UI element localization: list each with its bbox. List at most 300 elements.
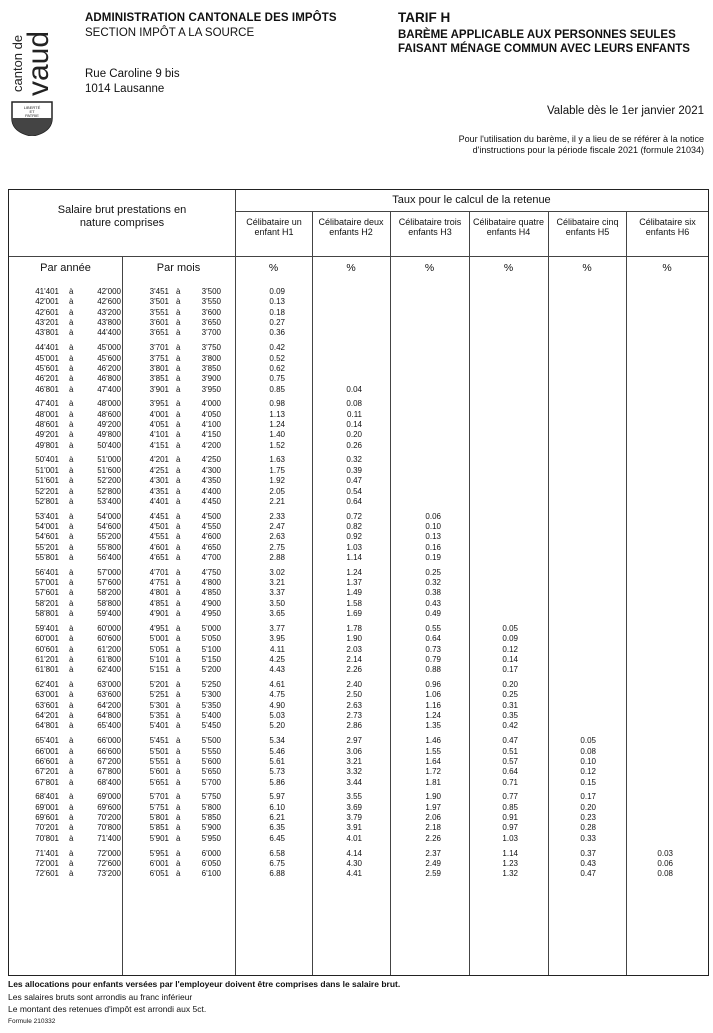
year-to-cell: 60'600	[97, 634, 121, 644]
year-from-cell: 67'201	[35, 767, 59, 777]
year-from-cell: 63'601	[35, 700, 59, 710]
range-separator: à	[69, 399, 74, 409]
year-to-cell: 66'600	[97, 746, 121, 756]
range-separator: à	[69, 455, 74, 465]
year-from-cell: 60'601	[35, 644, 59, 654]
table-row	[9, 327, 710, 338]
rate-h1-cell: 4.43	[269, 665, 285, 675]
month-to-cell: 5'150	[201, 654, 221, 664]
range-separator: à	[69, 578, 74, 588]
rate-h1-cell: 3.02	[269, 567, 285, 577]
year-from-cell: 43'801	[35, 328, 59, 338]
month-to-cell: 4'550	[201, 521, 221, 531]
year-from-cell: 46'201	[35, 374, 59, 384]
rate-h1-cell: 5.61	[269, 756, 285, 766]
rate-h5-cell: 0.12	[580, 767, 596, 777]
rate-h3-cell: 0.13	[425, 532, 441, 542]
month-to-cell: 4'400	[201, 486, 221, 496]
rate-h1-cell: 0.52	[269, 353, 285, 363]
month-to-cell: 4'850	[201, 588, 221, 598]
range-separator: à	[69, 588, 74, 598]
rate-h2-cell: 0.32	[346, 455, 362, 465]
rate-h3-cell: 0.16	[425, 542, 441, 552]
year-from-cell: 56'401	[35, 567, 59, 577]
logo-motto2: ET	[29, 109, 35, 114]
tarif-subtitle: BARÈME APPLICABLE AUX PERSONNES SEULES FAISANT MÉNAGE COMMUN AVEC LEURS ENFANTS	[398, 29, 690, 55]
month-to-cell: 6'050	[201, 858, 221, 868]
table-row	[9, 317, 710, 328]
column-header-h5: Célibataire cinq enfants H5	[556, 217, 619, 237]
range-separator: à	[69, 756, 74, 766]
rate-h4-cell: 0.77	[502, 792, 518, 802]
year-from-cell: 42'001	[35, 297, 59, 307]
rate-h1-cell: 6.75	[269, 858, 285, 868]
rate-h2-cell: 0.92	[346, 532, 362, 542]
rate-h2-cell: 1.90	[346, 634, 362, 644]
rate-h3-cell: 1.97	[425, 802, 441, 812]
year-to-cell: 46'800	[97, 374, 121, 384]
rate-h1-cell: 0.13	[269, 297, 285, 307]
year-to-cell: 43'800	[97, 318, 121, 328]
year-to-cell: 48'600	[97, 409, 121, 419]
rate-h6-cell: 0.06	[657, 858, 673, 868]
rate-h1-cell: 2.47	[269, 521, 285, 531]
rate-h1-cell: 5.46	[269, 746, 285, 756]
range-separator: à	[69, 384, 74, 394]
year-from-cell: 58'201	[35, 598, 59, 608]
year-from-cell: 62'401	[35, 680, 59, 690]
rate-h3-cell: 0.64	[425, 634, 441, 644]
month-from-cell: 3'751	[149, 353, 169, 363]
range-separator: à	[176, 644, 181, 654]
year-to-cell: 57'600	[97, 578, 121, 588]
month-to-cell: 5'600	[201, 756, 221, 766]
month-to-cell: 4'800	[201, 578, 221, 588]
rate-h1-cell: 3.21	[269, 578, 285, 588]
rate-h3-cell: 1.72	[425, 767, 441, 777]
range-separator: à	[176, 521, 181, 531]
range-separator: à	[176, 802, 181, 812]
month-from-cell: 4'601	[149, 542, 169, 552]
month-to-cell: 5'500	[201, 736, 221, 746]
range-separator: à	[69, 869, 74, 879]
year-from-cell: 69'001	[35, 802, 59, 812]
year-from-cell: 54'001	[35, 521, 59, 531]
instructions-note-line1: Pour l'utilisation du barème, il y a lieu de se référer à la notice	[458, 134, 704, 144]
table-row	[9, 654, 710, 665]
rate-h5-cell: 0.37	[580, 848, 596, 858]
address-street: Rue Caroline 9 bis	[85, 68, 180, 80]
year-from-cell: 61'801	[35, 665, 59, 675]
year-from-cell: 48'601	[35, 420, 59, 429]
month-to-cell: 3'600	[201, 307, 221, 317]
table-row	[9, 858, 710, 869]
year-from-cell: 66'601	[35, 756, 59, 766]
month-to-cell: 4'250	[201, 455, 221, 465]
rate-h4-cell: 0.64	[502, 767, 518, 777]
range-separator: à	[176, 869, 181, 879]
month-to-cell: 5'450	[201, 721, 221, 731]
rate-h2-cell: 0.08	[346, 399, 362, 409]
logo-line1: canton de	[10, 34, 25, 92]
range-separator: à	[176, 496, 181, 506]
year-to-cell: 62'400	[97, 665, 121, 675]
range-separator: à	[176, 833, 181, 843]
table-row	[9, 756, 710, 767]
range-separator: à	[176, 858, 181, 868]
month-from-cell: 3'501	[149, 297, 169, 307]
year-to-cell: 46'200	[97, 363, 121, 373]
percent-h6: %	[662, 262, 672, 274]
rate-h1-cell: 1.52	[269, 440, 285, 450]
rate-h2-cell: 2.14	[346, 654, 362, 664]
table-row	[9, 296, 710, 307]
year-to-cell: 71'400	[97, 833, 121, 843]
table-row	[9, 286, 710, 297]
range-separator: à	[69, 553, 74, 562]
rate-h5-cell: 0.08	[580, 746, 596, 756]
range-separator: à	[69, 721, 74, 731]
month-from-cell: 3'651	[149, 328, 169, 338]
table-row	[9, 552, 710, 563]
rate-h2-cell: 3.55	[346, 792, 362, 802]
range-separator: à	[176, 665, 181, 675]
divider-rate-header	[235, 211, 708, 212]
year-from-cell: 72'601	[35, 869, 59, 879]
rate-h1-cell: 0.18	[269, 307, 285, 317]
rate-h2-cell: 0.47	[346, 476, 362, 486]
month-to-cell: 3'900	[201, 374, 221, 384]
range-separator: à	[176, 567, 181, 577]
month-to-cell: 4'300	[201, 465, 221, 475]
year-to-cell: 45'000	[97, 343, 121, 353]
per-year-header: Par année	[40, 262, 91, 274]
year-to-cell: 70'200	[97, 813, 121, 823]
year-to-cell: 64'800	[97, 711, 121, 721]
rate-h3-cell: 1.64	[425, 756, 441, 766]
range-separator: à	[69, 297, 74, 307]
month-to-cell: 5'100	[201, 644, 221, 654]
month-from-cell: 5'051	[149, 644, 169, 654]
range-separator: à	[176, 711, 181, 721]
rate-h1-cell: 5.20	[269, 721, 285, 731]
month-from-cell: 4'301	[149, 476, 169, 486]
rate-h5-cell: 0.43	[580, 858, 596, 868]
table-row	[9, 454, 710, 465]
table-row	[9, 746, 710, 757]
rate-h1-cell: 5.34	[269, 736, 285, 746]
table-row	[9, 868, 710, 879]
rate-h1-cell: 6.10	[269, 802, 285, 812]
rate-h2-cell: 2.63	[346, 700, 362, 710]
rate-h4-cell: 1.32	[502, 869, 518, 879]
range-separator: à	[176, 736, 181, 746]
year-to-cell: 58'200	[97, 588, 121, 598]
table-row	[9, 409, 710, 420]
year-from-cell: 64'801	[35, 721, 59, 731]
rate-h2-cell: 3.21	[346, 756, 362, 766]
rate-h2-cell: 0.54	[346, 486, 362, 496]
tarif-title: TARIF H	[398, 10, 451, 25]
year-to-cell: 51'000	[97, 455, 121, 465]
year-from-cell: 65'401	[35, 736, 59, 746]
rate-h5-cell: 0.33	[580, 833, 596, 843]
month-to-cell: 5'400	[201, 711, 221, 721]
year-to-cell: 70'800	[97, 823, 121, 833]
year-from-cell: 42'601	[35, 307, 59, 317]
month-to-cell: 5'850	[201, 813, 221, 823]
range-separator: à	[176, 399, 181, 409]
rate-h5-cell: 0.23	[580, 813, 596, 823]
rate-h4-cell: 0.57	[502, 756, 518, 766]
month-to-cell: 5'300	[201, 690, 221, 700]
rate-h1-cell: 5.97	[269, 792, 285, 802]
rate-h3-cell: 0.06	[425, 511, 441, 521]
range-separator: à	[176, 654, 181, 664]
table-row	[9, 735, 710, 746]
year-to-cell: 64'200	[97, 700, 121, 710]
logo-line2: vaud	[22, 30, 55, 96]
rate-h2-cell: 2.03	[346, 644, 362, 654]
month-to-cell: 5'050	[201, 634, 221, 644]
month-from-cell: 5'301	[149, 700, 169, 710]
per-month-header: Par mois	[156, 262, 201, 274]
range-separator: à	[69, 287, 74, 296]
rate-h1-cell: 1.63	[269, 455, 285, 465]
rate-h4-cell: 0.31	[502, 700, 518, 710]
range-separator: à	[69, 777, 74, 787]
year-from-cell: 45'601	[35, 363, 59, 373]
range-separator: à	[69, 420, 74, 429]
year-from-cell: 69'601	[35, 813, 59, 823]
table-row	[9, 465, 710, 476]
month-to-cell: 4'000	[201, 399, 221, 409]
month-from-cell: 5'451	[149, 736, 169, 746]
range-separator: à	[176, 511, 181, 521]
rate-h3-cell: 0.96	[425, 680, 441, 690]
range-separator: à	[69, 609, 74, 619]
rate-h2-cell: 0.39	[346, 465, 362, 475]
rate-h4-cell: 0.42	[502, 721, 518, 731]
rate-h2-cell: 0.72	[346, 511, 362, 521]
range-separator: à	[176, 532, 181, 542]
rate-h3-cell: 2.59	[425, 869, 441, 879]
table-row	[9, 700, 710, 711]
rate-h4-cell: 0.09	[502, 634, 518, 644]
month-to-cell: 5'750	[201, 792, 221, 802]
year-from-cell: 59'401	[35, 623, 59, 633]
range-separator: à	[69, 363, 74, 373]
rate-h3-cell: 0.32	[425, 578, 441, 588]
percent-h3: %	[424, 262, 435, 274]
year-to-cell: 57'000	[97, 567, 121, 577]
month-to-cell: 4'700	[201, 553, 221, 562]
table-row	[9, 822, 710, 833]
range-separator: à	[69, 813, 74, 823]
percent-h1: %	[268, 262, 279, 274]
table-row	[9, 833, 710, 844]
month-to-cell: 4'200	[201, 440, 221, 450]
rate-h5-cell: 0.17	[580, 792, 596, 802]
table-row	[9, 577, 710, 588]
month-from-cell: 3'951	[149, 399, 169, 409]
rate-h3-cell: 0.19	[425, 553, 441, 562]
rate-h2-cell: 1.37	[346, 578, 362, 588]
month-from-cell: 4'201	[149, 455, 169, 465]
table-row	[9, 633, 710, 644]
month-to-cell: 6'000	[201, 848, 221, 858]
rate-h2-cell: 0.04	[346, 384, 362, 394]
table-row	[9, 802, 710, 813]
column-header-h6: Célibataire six enfants H6	[639, 217, 696, 237]
year-from-cell: 55'201	[35, 542, 59, 552]
range-separator: à	[69, 700, 74, 710]
rate-h1-cell: 1.92	[269, 476, 285, 486]
month-from-cell: 4'451	[149, 511, 169, 521]
rate-h2-cell: 2.26	[346, 665, 362, 675]
year-to-cell: 61'800	[97, 654, 121, 664]
table-row	[9, 644, 710, 655]
rate-h4-cell: 0.91	[502, 813, 518, 823]
month-from-cell: 4'401	[149, 496, 169, 506]
table-row	[9, 710, 710, 721]
month-from-cell: 4'551	[149, 532, 169, 542]
rate-h4-cell: 1.23	[502, 858, 518, 868]
year-to-cell: 65'400	[97, 721, 121, 731]
range-separator: à	[176, 542, 181, 552]
rate-h2-cell: 0.11	[347, 409, 362, 419]
month-to-cell: 5'800	[201, 802, 221, 812]
month-from-cell: 5'751	[149, 802, 169, 812]
rate-h1-cell: 3.37	[269, 588, 285, 598]
rate-h1-cell: 0.85	[269, 384, 285, 394]
month-to-cell: 3'650	[201, 318, 221, 328]
range-separator: à	[176, 465, 181, 475]
rate-h2-cell: 2.73	[346, 711, 362, 721]
rate-h3-cell: 0.43	[425, 598, 441, 608]
range-separator: à	[176, 307, 181, 317]
table-row	[9, 777, 710, 788]
range-separator: à	[176, 363, 181, 373]
rate-h2-cell: 3.06	[346, 746, 362, 756]
range-separator: à	[69, 353, 74, 363]
rate-h5-cell: 0.28	[580, 823, 596, 833]
year-from-cell: 53'401	[35, 511, 59, 521]
range-separator: à	[69, 496, 74, 506]
rate-h1-cell: 0.42	[269, 343, 285, 353]
rate-h1-cell: 1.13	[269, 409, 285, 419]
month-to-cell: 3'700	[201, 328, 221, 338]
year-from-cell: 66'001	[35, 746, 59, 756]
range-separator: à	[176, 353, 181, 363]
address-city: 1014 Lausanne	[85, 83, 165, 95]
year-from-cell: 54'601	[35, 532, 59, 542]
range-separator: à	[176, 343, 181, 353]
rate-h2-cell: 1.58	[346, 598, 362, 608]
footer-rounding-salary: Les salaires bruts sont arrondis au franc inférieur	[8, 992, 193, 1002]
month-from-cell: 5'201	[149, 680, 169, 690]
range-separator: à	[176, 767, 181, 777]
range-separator: à	[176, 609, 181, 619]
month-from-cell: 5'901	[149, 833, 169, 843]
year-to-cell: 54'000	[97, 511, 121, 521]
range-separator: à	[69, 665, 74, 675]
month-from-cell: 3'701	[149, 343, 169, 353]
range-separator: à	[69, 511, 74, 521]
rate-h3-cell: 0.88	[425, 665, 441, 675]
range-separator: à	[176, 746, 181, 756]
month-from-cell: 5'351	[149, 711, 169, 721]
month-to-cell: 4'500	[201, 511, 221, 521]
rate-h3-cell: 0.79	[425, 654, 441, 664]
range-separator: à	[176, 430, 181, 440]
range-separator: à	[176, 680, 181, 690]
table-row	[9, 307, 710, 318]
rate-h6-cell: 0.08	[657, 869, 673, 879]
month-from-cell: 5'251	[149, 690, 169, 700]
range-separator: à	[176, 813, 181, 823]
year-from-cell: 68'401	[35, 792, 59, 802]
year-to-cell: 53'400	[97, 496, 121, 506]
rate-h1-cell: 0.27	[269, 318, 285, 328]
percent-h5: %	[582, 262, 592, 274]
range-separator: à	[176, 623, 181, 633]
rate-h2-cell: 1.03	[346, 542, 362, 552]
table-row	[9, 567, 710, 578]
rate-h1-cell: 6.35	[269, 823, 285, 833]
month-to-cell: 5'000	[201, 623, 221, 633]
year-from-cell: 63'001	[35, 690, 59, 700]
month-to-cell: 4'600	[201, 532, 221, 542]
month-to-cell: 4'350	[201, 476, 221, 486]
rate-h1-cell: 4.11	[270, 644, 285, 654]
year-to-cell: 63'600	[97, 690, 121, 700]
rate-h5-cell: 0.47	[580, 869, 596, 879]
rate-h4-cell: 0.71	[502, 777, 518, 787]
range-separator: à	[69, 486, 74, 496]
table-row	[9, 353, 710, 364]
rate-h4-cell: 1.14	[502, 848, 518, 858]
month-from-cell: 6'051	[149, 869, 169, 879]
form-code: Formule 210332	[8, 1018, 56, 1025]
rate-h5-cell: 0.10	[580, 756, 596, 766]
percent-h4: %	[503, 262, 514, 274]
rate-h3-cell: 1.55	[425, 746, 441, 756]
month-to-cell: 3'850	[201, 363, 221, 373]
rate-h3-cell: 0.38	[425, 588, 441, 598]
table-row	[9, 521, 710, 532]
month-from-cell: 4'251	[149, 465, 169, 475]
rate-h2-cell: 3.91	[346, 823, 362, 833]
month-to-cell: 5'350	[201, 700, 221, 710]
range-separator: à	[176, 721, 181, 731]
range-separator: à	[69, 848, 74, 858]
rate-header: Taux pour le calcul de la retenue	[392, 194, 551, 206]
rate-h2-cell: 4.41	[346, 869, 362, 879]
month-from-cell: 4'951	[149, 623, 169, 633]
rate-h2-cell: 4.14	[346, 848, 362, 858]
rate-h2-cell: 0.14	[346, 420, 362, 429]
range-separator: à	[69, 736, 74, 746]
rate-h3-cell: 0.73	[425, 644, 441, 654]
year-to-cell: 58'800	[97, 598, 121, 608]
section-name: SECTION IMPÔT A LA SOURCE	[85, 27, 255, 39]
tax-rate-table	[8, 189, 709, 976]
rate-h1-cell: 4.75	[269, 690, 285, 700]
year-from-cell: 67'801	[35, 777, 59, 787]
column-header-h4: Célibataire quatre enfants H4	[472, 217, 545, 237]
year-to-cell: 55'200	[97, 532, 121, 542]
